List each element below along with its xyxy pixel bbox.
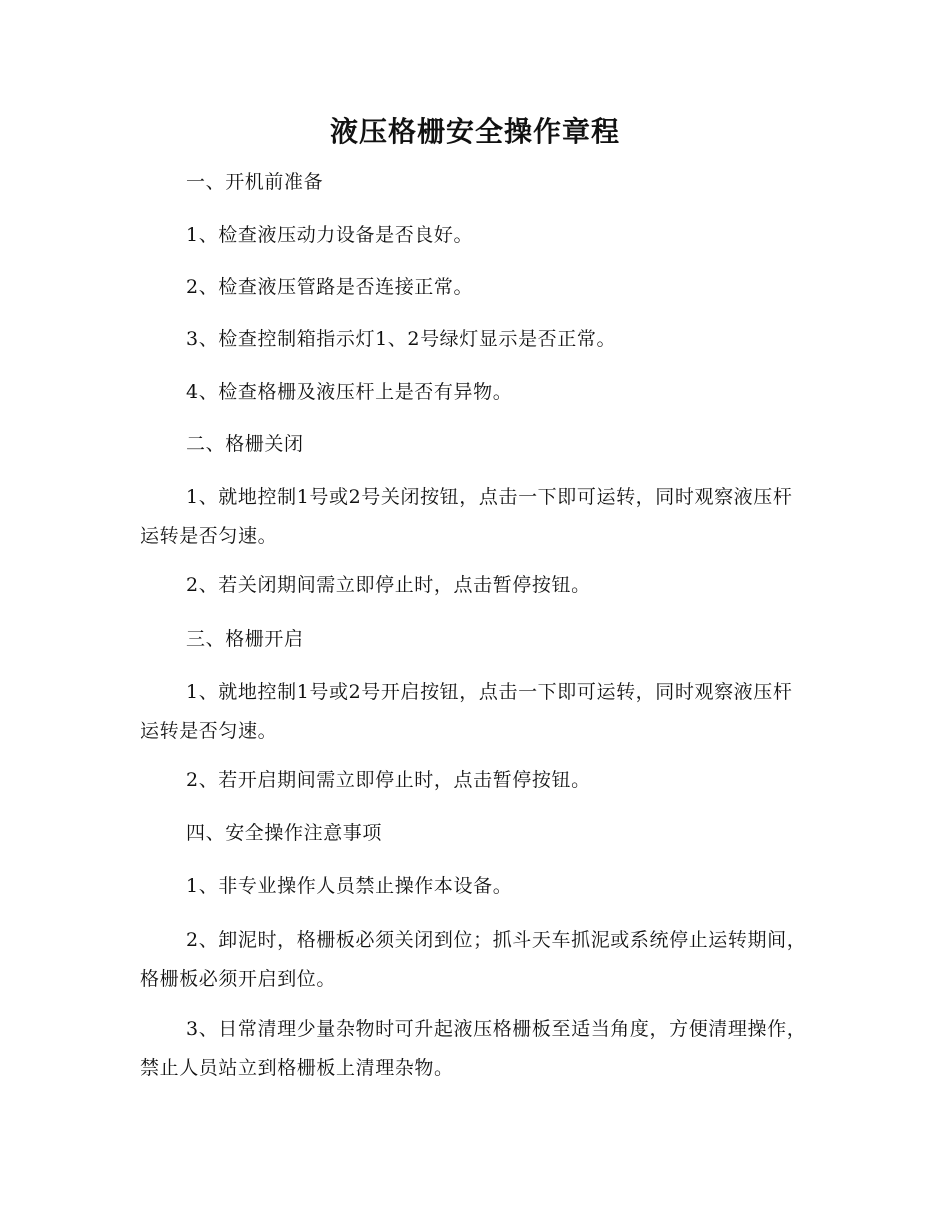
paragraph-4-2: 2、卸泥时，格栅板必须关闭到位；抓斗天车抓泥或系统停止运转期间，格栅板必须开启到位。 (140, 929, 807, 990)
section-heading-4: 四、安全操作注意事项 (186, 822, 383, 844)
paragraph-2-1: 1、就地控制1号或2号关闭按钮，点击一下即可运转，同时观察液压杆运转是否匀速。 (140, 486, 793, 547)
paragraph-3-1: 1、就地控制1号或2号开启按钮，点击一下即可运转，同时观察液压杆运转是否匀速。 (140, 681, 793, 742)
section-heading-1: 一、开机前准备 (186, 171, 324, 193)
section-heading-3: 三、格栅开启 (186, 628, 304, 650)
paragraph-1-1: 1、检查液压动力设备是否良好。 (186, 224, 474, 246)
paragraph-4-1: 1、非专业操作人员禁止操作本设备。 (186, 875, 513, 897)
document-title: 液压格栅安全操作章程 (329, 115, 620, 148)
paragraph-1-2: 2、检查液压管路是否连接正常。 (186, 276, 474, 298)
paragraph-4-3: 3、日常清理少量杂物时可升起液压格栅板至适当角度，方便清理操作，禁止人员站立到格栅板上清理杂物。 (140, 1018, 807, 1079)
paragraph-1-4: 4、检查格栅及液压杆上是否有异物。 (186, 381, 513, 403)
paragraph-3-2: 2、若开启期间需立即停止时，点击暂停按钮。 (186, 769, 591, 791)
section-heading-2: 二、格栅关闭 (186, 433, 304, 455)
paragraph-2-2: 2、若关闭期间需立即停止时，点击暂停按钮。 (186, 574, 591, 596)
paragraph-1-3: 3、检查控制箱指示灯1、2号绿灯显示是否正常。 (186, 328, 617, 350)
